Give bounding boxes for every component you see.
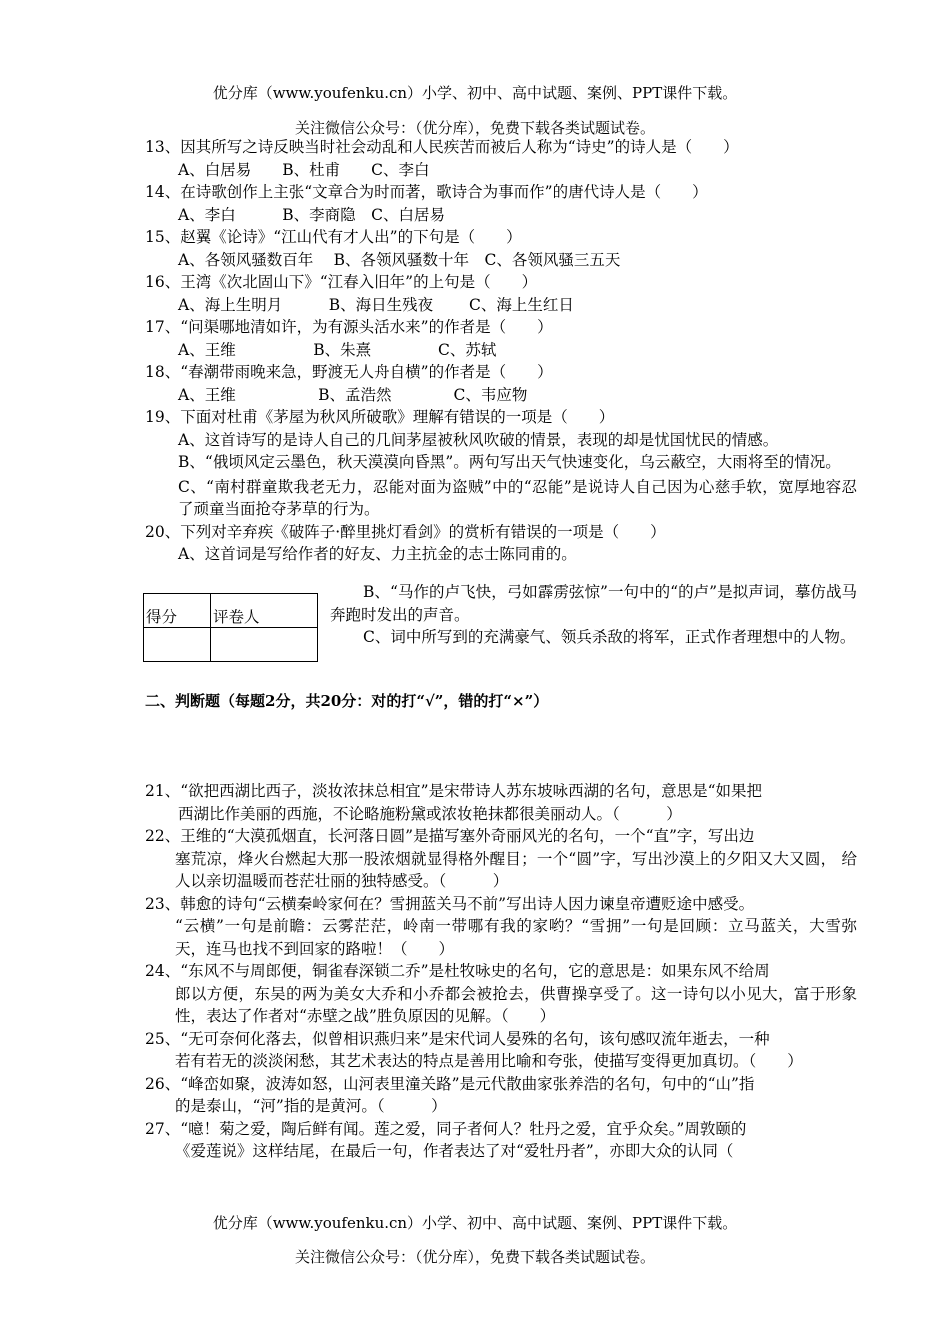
question-15-options: A、各领风骚数百年 B、各领风骚数十年 C、各领风骚三五天: [178, 250, 621, 269]
score-label: 得分: [144, 594, 211, 628]
question-16-options: A、海上生明月 B、海日生残夜 C、海上生红日: [178, 295, 574, 314]
question-24-line-1: 24、“东风不与周郎便，铜雀春深锁二乔”是杜牧咏史的名句，它的意思是：如果东风不给周: [145, 962, 770, 980]
true-false-block: [145, 780, 857, 1163]
question-25: [145, 1028, 857, 1073]
question-16-stem: 16、王湾《次北固山下》“江春入旧年”的上句是（ ）: [145, 273, 538, 291]
multiple-choice-block: [145, 136, 857, 566]
question-17-stem: 17、“问渠哪地清如许，为有源头活水来”的作者是（ ）: [145, 318, 553, 336]
question-23: [145, 893, 857, 961]
question-20-option-a: A、这首词是写给作者的好友、力主抗金的志士陈同甫的。: [178, 545, 577, 563]
question-25-line-1: 25、“无可奈何化落去，似曾相识燕归来”是宋代词人晏殊的名句，该句感叹流年逝去，一种: [145, 1029, 770, 1048]
grader-label: 评卷人: [211, 594, 318, 628]
question-27-rest: 《爱莲说》这样结尾，在最后一句，作者表达了对“爱牡丹者”，亦即大众的认同（: [175, 1142, 734, 1160]
score-table: [143, 593, 318, 662]
question-26-line-1: 26、“峰峦如聚，波涛如怒，山河表里潼关路”是元代散曲家张养浩的名句，句中的“山”指: [145, 1074, 755, 1093]
question-19-stem: 19、下面对杜甫《茅屋为秋风所破歌》理解有错误的一项是（ ）: [145, 408, 615, 426]
question-22: [145, 825, 857, 893]
question-17-options: A、王维 B、朱熹 C、苏轼: [178, 340, 497, 359]
question-23-rest: “云横”一句是前瞻：云雾茫茫，岭南一带哪有我的家哟？“雪拥”一句是回顾：立马蓝关，大雪弥天，连马也找不到回家的路啦！（ ）: [175, 917, 857, 958]
question-19-option-a: A、这首诗写的是诗人自己的几间茅屋被秋风吹破的情景，表现的却是忧国忧民的情感。: [178, 430, 779, 449]
question-19-option-b: B、“俄顷风定云墨色，秋天漠漠向昏黑”。两句写出天气快速变化，乌云蔽空，大雨将至的情况。: [178, 453, 841, 471]
question-26-rest: 的是泰山，“河”指的是黄河。（ ）: [175, 1097, 447, 1115]
grader-cell: [211, 628, 318, 662]
question-22-rest: 塞荒凉，烽火台燃起大那一股浓烟就显得格外醒目；一个“圆”字，写出沙漠上的夕阳又大又圆， 给 人以亲切温暖而苍茫壮丽的独特感受。（ ）: [175, 849, 857, 890]
question-15-stem: 15、赵翼《论诗》“江山代有才人出”的下句是（ ）: [145, 228, 522, 246]
question-18-options: A、王维 B、孟浩然 C、韦应物: [178, 385, 528, 404]
question-23-line-1: 23、韩愈的诗句“云横秦岭家何在？雪拥蓝关马不前”写出诗人因力谏皇帝遭贬途中感受。: [145, 894, 755, 913]
question-25-rest: 若有若无的淡淡闲愁，其艺术表达的特点是善用比喻和夸张，使描写变得更加真切。（ ）: [175, 1052, 803, 1070]
footer-line-2: 关注微信公众号：（优分库），免费下载各类试题试卷。: [294, 1248, 655, 1266]
question-18-stem: 18、“春潮带雨晚来急，野渡无人舟自横”的作者是（ ）: [145, 363, 553, 381]
question-14-options: A、李白 B、李商隐 C、白居易: [178, 205, 445, 224]
score-cell: [144, 628, 211, 662]
footer-line-1: 优分库（www.youfenku.cn）小学、初中、高中试题、案例、PPT课件下载。: [212, 1214, 738, 1232]
section-2-title: 二、判断题（每题2分，共20分：对的打“√”，错的打“×”）: [145, 692, 549, 710]
question-21-line-1: 21、“欲把西湖比西子，淡妆浓抹总相宜”是宋带诗人苏东坡咏西湖的名句，意思是“如果把: [145, 782, 762, 800]
question-24-rest: 郎以方便，东吴的两为美女大乔和小乔都会被抢去，供曹操享受了。这一诗句以小见大，富于形象性，表达了作者对“赤壁之战”胜负原因的见解。（ ）: [175, 984, 857, 1025]
question-22-line-1: 22、王维的“大漠孤烟直，长河落日圆”是描写塞外奇丽风光的名句，一个“直”字，写出边: [145, 827, 755, 845]
question-20-stem: 20、下列对辛弃疾《破阵子·醉里挑灯看剑》的赏析有错误的一项是（ ）: [145, 522, 666, 541]
header-line-1: 优分库（www.youfenku.cn）小学、初中、高中试题、案例、PPT课件下载。: [212, 84, 738, 102]
question-13-options: A、白居易 B、杜甫 C、李白: [178, 160, 430, 179]
question-21: [145, 780, 857, 825]
question-13-stem: 13、因其所写之诗反映当时社会动乱和人民疾苦而被后人称为“诗史”的诗人是（ ）: [145, 138, 739, 156]
question-27: [145, 1118, 857, 1163]
question-14-stem: 14、在诗歌创作上主张“文章合为时而著，歌诗合为事而作”的唐代诗人是（ ）: [145, 183, 708, 201]
question-20-option-c: C、词中所写到的充满豪气、领兵杀敌的将军，正式作者理想中的人物。: [363, 628, 856, 646]
question-26: [145, 1073, 857, 1118]
question-24: [145, 960, 857, 1028]
question-27-line-1: 27、“噫！菊之爱，陶后鲜有闻。莲之爱，同子者何人？牡丹之爱，宜乎众矣。”周敦颐的: [145, 1119, 747, 1138]
question-19-option-c: C、“南村群童欺我老无力，忍能对面为盗贼”中的“忍能”是说诗人自己因为心慈手软，宽厚地容忍了顽童当面抢夺茅草的行为。: [178, 477, 857, 518]
question-20-option-b: B、“马作的卢飞快，弓如霹雳弦惊”一句中的“的卢”是拟声词，摹仿战马奔跑时发出的声音。: [330, 583, 857, 624]
header-line-2: 关注微信公众号：（优分库），免费下载各类试题试卷。: [294, 119, 655, 137]
question-21-rest: 西湖比作美丽的西施，不论略施粉黛或浓妆艳抹都很美丽动人。（ ）: [178, 804, 682, 823]
